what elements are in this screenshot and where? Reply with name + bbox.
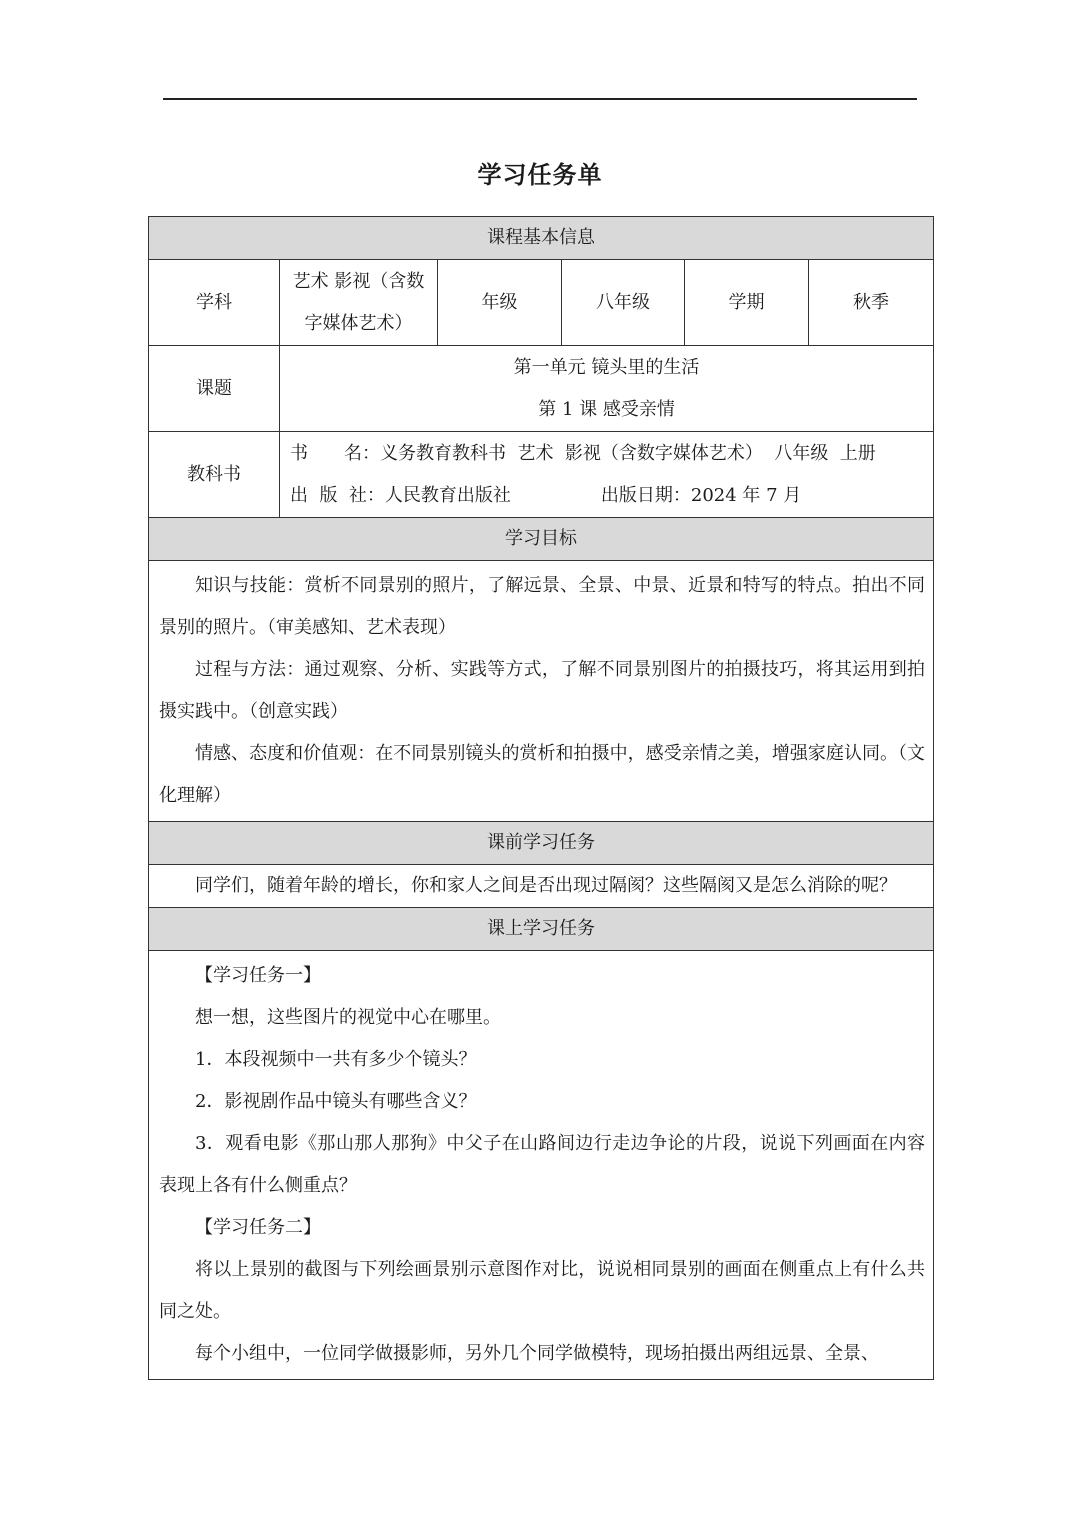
task-one-intro: 想一想，这些图片的视觉中心在哪里。 [195, 1007, 501, 1028]
task-one-heading: 【学习任务一】 [195, 965, 321, 986]
header-rule [163, 98, 917, 100]
textbook-label: 教科书 [149, 432, 280, 518]
in-class-body [149, 951, 934, 1380]
textbook-title-line: 书 名：义务教育教科书 艺术 影视（含数字媒体艺术） 八年级 上册 [290, 442, 876, 464]
goal-attitude: 情感、态度和价值观：在不同景别镜头的赏析和拍摄中，感受亲情之美，增强家庭认同。（文化理解） [159, 743, 926, 806]
in-class-header: 课上学习任务 [149, 908, 934, 951]
task-one-question-3: 3．观看电影《那山那人那狗》中父子在山路间边行走边争论的片段，说说下列画面在内容表现上各有什么侧重点？ [159, 1133, 926, 1196]
topic-value [280, 346, 934, 432]
pre-class-header: 课前学习任务 [149, 822, 934, 865]
basic-info-header: 课程基本信息 [149, 217, 934, 260]
task-sheet-table [148, 216, 934, 1380]
topic-line-2: 第 1 课 感受亲情 [538, 398, 675, 420]
task-two-compare: 将以上景别的截图与下列绘画景别示意图作对比，说说相同景别的画面在侧重点上有什么共同之处。 [159, 1259, 926, 1322]
textbook-value [280, 432, 934, 518]
task-two-practice: 每个小组中，一位同学做摄影师，另外几个同学做模特，现场拍摄出两组远景、全景、 [195, 1343, 879, 1364]
grade-value: 八年级 [562, 260, 685, 346]
goals-body [149, 561, 934, 822]
pre-class-body [149, 865, 934, 908]
topic-label: 课题 [149, 346, 280, 432]
goals-header: 学习目标 [149, 518, 934, 561]
term-value: 秋季 [809, 260, 934, 346]
task-two-heading: 【学习任务二】 [195, 1217, 321, 1238]
task-one-question-2: 2．影视剧作品中镜头有哪些含义？ [195, 1091, 477, 1112]
subject-line-1: 艺术 影视（含数 [292, 270, 425, 292]
textbook-publisher-line: 出 版 社：人民教育出版社 出版日期：2024 年 7 月 [290, 484, 802, 506]
subject-value [280, 260, 438, 346]
subject-line-2: 字媒体艺术） [304, 312, 413, 334]
term-label: 学期 [685, 260, 809, 346]
task-one-question-1: 1．本段视频中一共有多少个镜头？ [195, 1049, 477, 1070]
subject-label: 学科 [149, 260, 280, 346]
goal-process: 过程与方法：通过观察、分析、实践等方式，了解不同景别图片的拍摄技巧，将其运用到拍摄实践中。（创意实践） [159, 659, 926, 722]
topic-line-1: 第一单元 镜头里的生活 [513, 356, 700, 378]
pre-class-question: 同学们，随着年龄的增长，你和家人之间是否出现过隔阂？这些隔阂又是怎么消除的呢？ [195, 875, 897, 896]
grade-label: 年级 [438, 260, 562, 346]
page-title: 学习任务单 [477, 161, 603, 189]
goal-knowledge: 知识与技能：赏析不同景别的照片，了解远景、全景、中景、近景和特写的特点。拍出不同景别的照片。（审美感知、艺术表现） [159, 575, 926, 638]
